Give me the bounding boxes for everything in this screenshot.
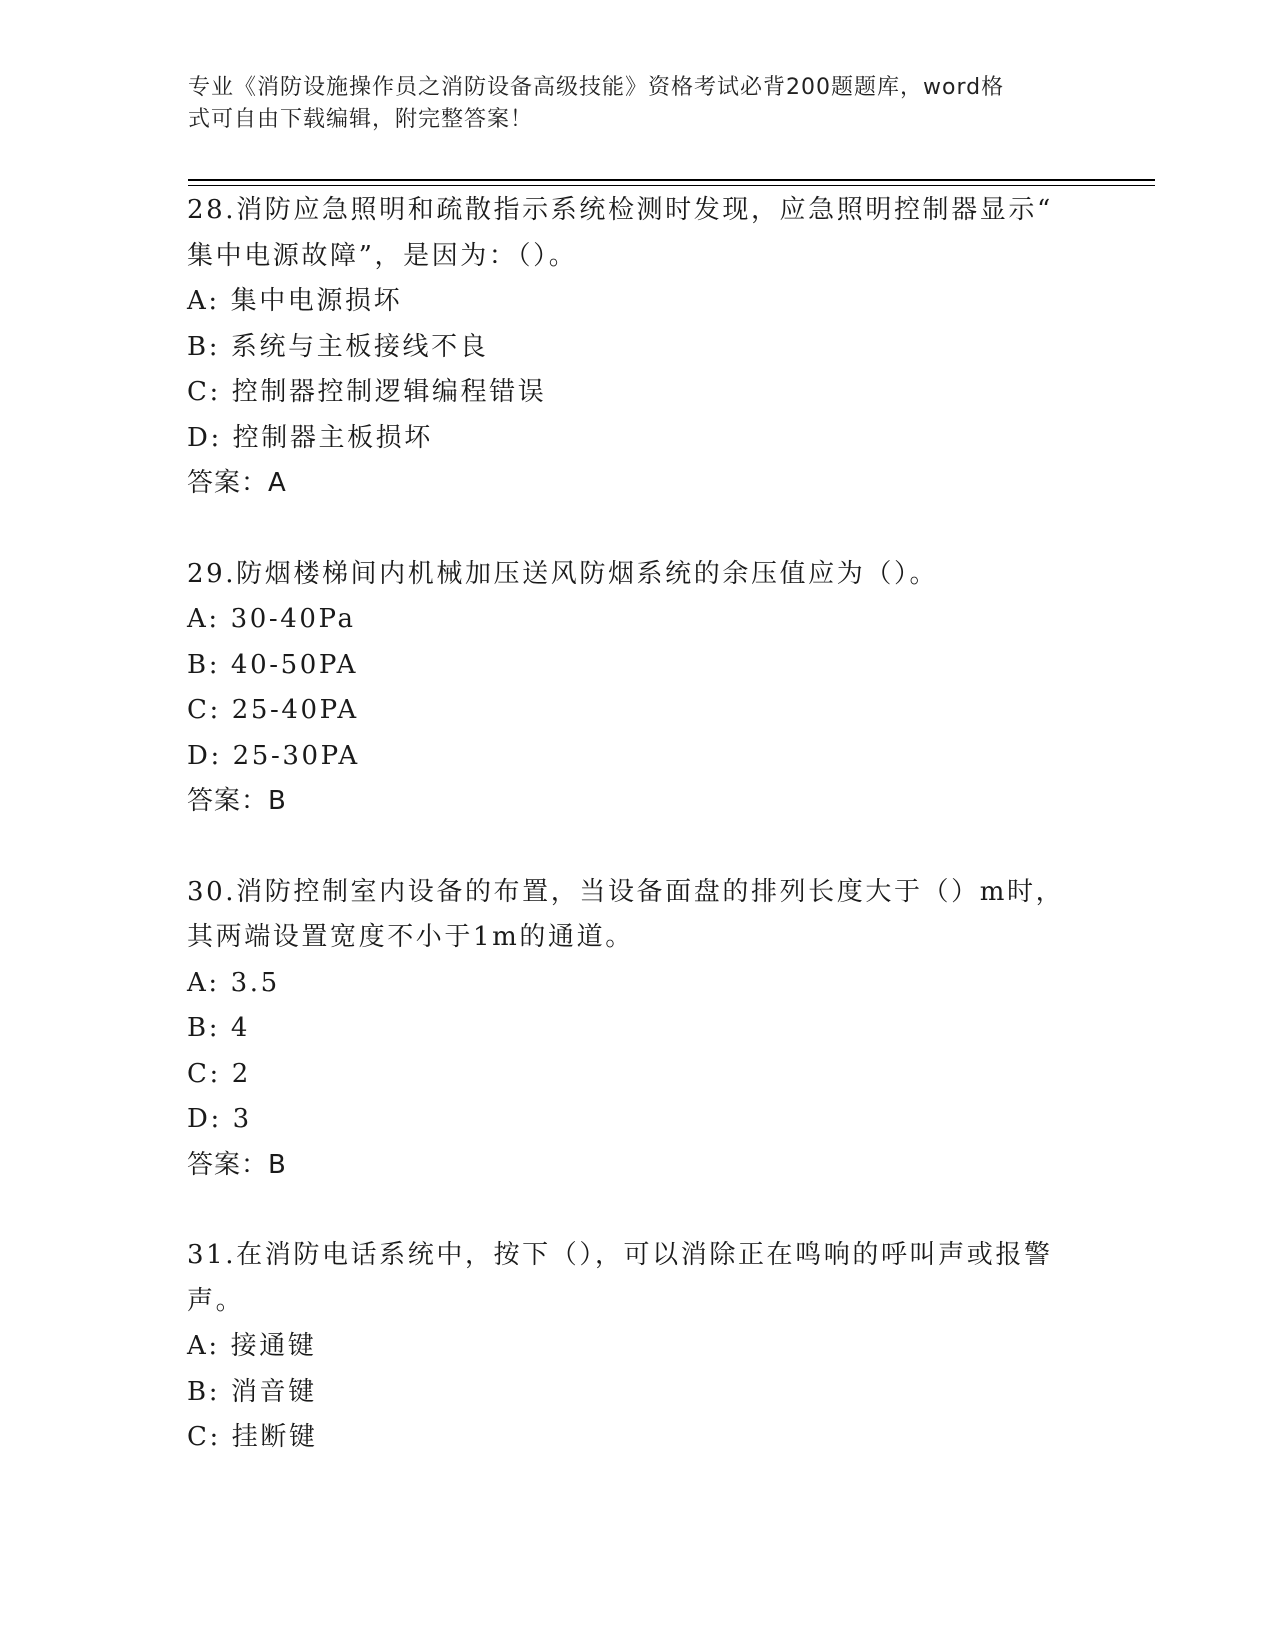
option-b: B: 消音键 [187,1376,317,1407]
document-header [188,72,1068,136]
question-stem-line-1: 30.消防控制室内设备的布置，当设备面盘的排列长度大于（）m时， [187,876,1065,907]
question-stem-line-2: 其两端设置宽度不小于1m的通道。 [187,922,634,952]
question-list [187,188,1087,1506]
option-c: C: 挂断键 [187,1422,318,1452]
answer-line: 答案：A [187,468,287,498]
option-c: C: 2 [187,1058,251,1089]
header-title-line-2: 式可自由下载编辑，附完整答案！ [188,107,534,132]
question-stem-line-2: 声。 [187,1285,245,1316]
option-c: C: 控制器控制逻辑编程错误 [187,377,547,407]
option-b: B: 40-50PA [187,649,358,680]
option-a: A: 3.5 [187,967,280,998]
option-c: C: 25-40PA [187,695,359,725]
option-b: B: 系统与主板接线不良 [187,331,489,362]
question-stem-line-2: 集中电源故障”，是因为：（）。 [187,240,578,271]
header-divider-thin [188,185,1155,186]
option-d: D: 控制器主板损坏 [187,422,433,453]
option-b: B: 4 [187,1013,251,1043]
header-divider-thick [188,179,1155,181]
question-30 [187,870,1087,1189]
answer-line: 答案：B [187,786,287,816]
question-31 [187,1233,1087,1461]
question-stem-line-1: 29.防烟楼梯间内机械加压送风防烟系统的余压值应为（）。 [187,558,939,589]
answer-line: 答案：B [187,1149,287,1180]
question-28 [187,188,1087,507]
header-title-line-1: 专业《消防设施操作员之消防设备高级技能》资格考试必背200题题库，word格 [188,75,1005,100]
question-stem-line-1: 31.在消防电话系统中，按下（），可以消除正在鸣响的呼叫声或报警 [187,1240,1053,1270]
question-stem-line-1: 28.消防应急照明和疏散指示系统检测时发现，应急照明控制器显示“ [187,195,1053,225]
option-a: A: 集中电源损坏 [187,286,403,316]
option-d: D: 3 [187,1104,252,1134]
option-a: A: 接通键 [187,1331,317,1361]
option-d: D: 25-30PA [187,740,360,771]
option-a: A: 30-40Pa [187,604,356,634]
question-29 [187,552,1087,825]
